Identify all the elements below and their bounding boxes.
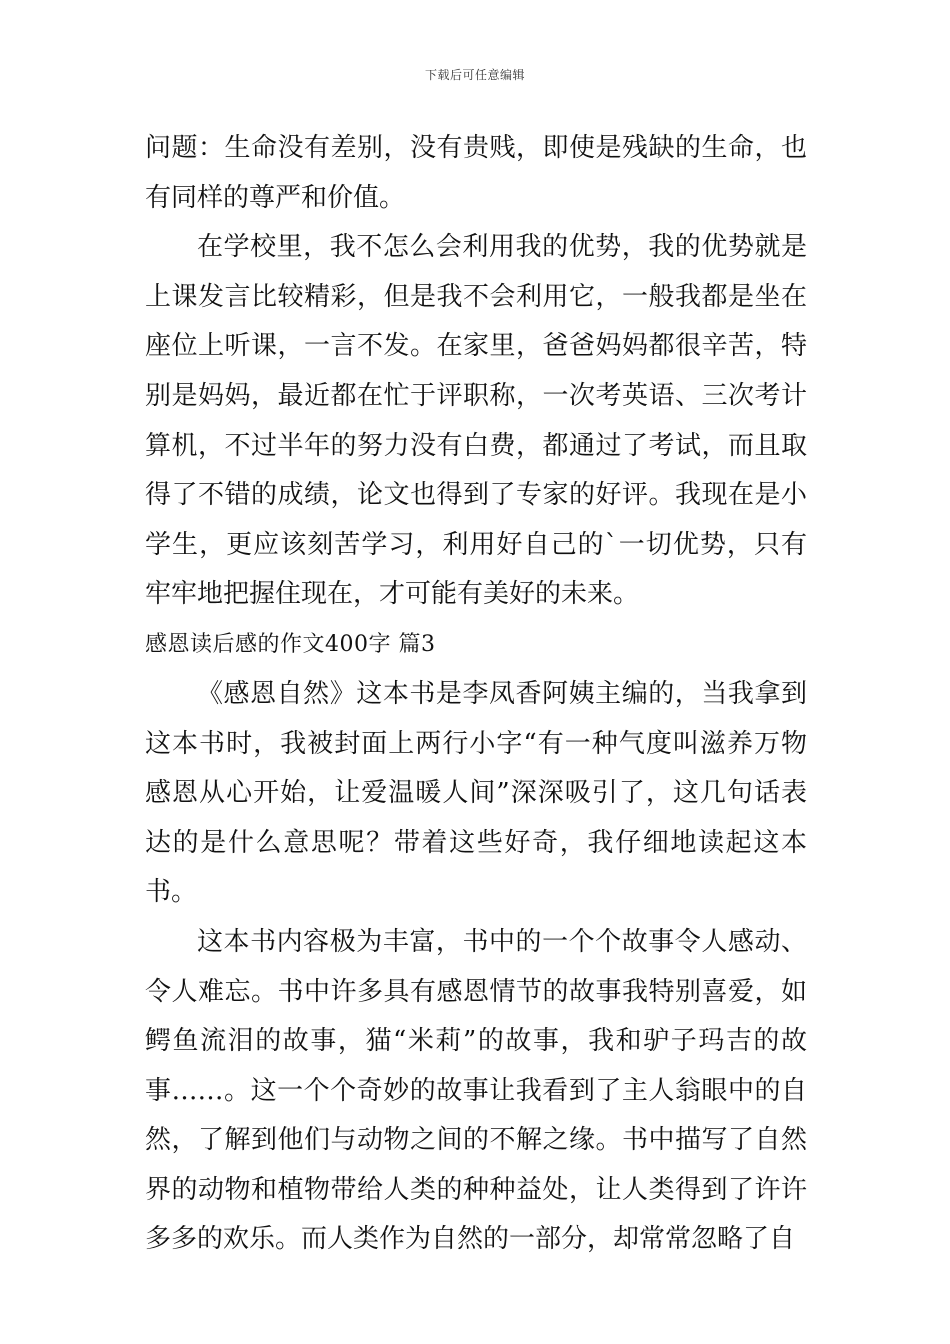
paragraph-school-advantage: 在学校里，我不怎么会利用我的优势，我的优势就是上课发言比较精彩，但是我不会利用它，一般我都是坐在座位上听课，一言不发。在家里，爸爸妈妈都很辛苦，特别是妈妈，最近都在忙于评职称，一次考英语、三次考计算机，不过半年的努力没有白费，都通过了考试，而且取得了不错的成绩，论文也得到了专家的好评。我现在是小学生，更应该刻苦学习，利用好自己的`一切优势，只有牢牢地把握住现在，才可能有美好的未来。 (145, 232, 807, 610)
paragraph-book-content: 这本书内容极为丰富，书中的一个个故事令人感动、令人难忘。书中许多具有感恩情节的故事我特别喜爱，如鳄鱼流泪的故事，猫“米莉”的故事，我和驴子玛吉的故事……。这一个个奇妙的故事让我看到了主人翁眼中的自然，了解到他们与动物之间的不解之缘。书中描写了自然界的动物和植物带给人类的种种益处，让人类得到了许许多多的欢乐。而人类作为自然的一部分，却常常忽略了自 (145, 926, 807, 1255)
page-header: 下载后可任意编辑 (424, 68, 525, 82)
paragraph-book-intro: 《感恩自然》这本书是李凤香阿姨主编的，当我拿到这本书时，我被封面上两行小字“有一种气度叫滋养万物感恩从心开始，让爱温暖人间”深深吸引了，这几句话表达的是什么意思呢？带着这些好奇，我仔细地读起这本书。 (145, 678, 807, 908)
section-heading: 感恩读后感的作文400字 篇3 (145, 631, 436, 657)
document-body (145, 124, 807, 1265)
paragraph-continuation: 问题：生命没有差别，没有贵贱，即使是残缺的生命，也有同样的尊严和价值。 (145, 133, 807, 213)
